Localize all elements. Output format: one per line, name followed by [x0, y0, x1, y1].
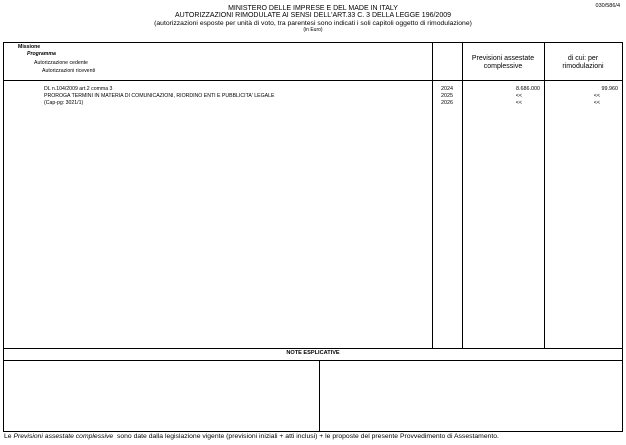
previsioni-cell: << — [515, 93, 522, 99]
notes-header-divider — [3, 360, 623, 361]
column-header-previsioni — [462, 55, 544, 72]
notes-title: NOTE ESPLICATIVE — [286, 350, 340, 356]
footer-prefix: Le — [4, 433, 12, 440]
column-header-di-cui-line1: di cui: per — [567, 55, 599, 62]
report-subtitle: (autorizzazioni esposte per unità di voto, tra parentesi sono indicati i soli capitoli oggetto di rimodulazione) — [154, 19, 472, 27]
footer-text: sono date dalla legislazione vigente (previsioni iniziali + atti inclusi) + le proposte del presente Provvedimento di Assestamento. — [116, 433, 499, 440]
notes-column-divider — [319, 360, 320, 431]
header-label-missione: Missione — [18, 44, 41, 50]
year-cell: 2026 — [441, 100, 453, 106]
previsioni-cell: 8.686.000 — [516, 86, 540, 92]
column-header-previsioni-line2: complessive — [483, 63, 523, 71]
footer-emphasis: Previsioni assestate complessive — [13, 433, 114, 440]
column-header-di-cui-line2: rimodulazioni — [562, 63, 604, 71]
di-cui-cell: << — [593, 100, 600, 106]
column-header-di-cui — [544, 55, 622, 72]
ministry-title: MINISTERO DELLE IMPRESE E DEL MADE IN ITALY — [228, 5, 398, 12]
table-header-divider — [3, 80, 623, 81]
header-label-autorizzazioni-riceventi: Autorizzazioni riceventi — [42, 68, 96, 74]
column-header-previsioni-line1: Previsioni assestate — [471, 55, 535, 62]
report-title: AUTORIZZAZIONI RIMODULATE AI SENSI DELL'ART.33 C. 3 DELLA LEGGE 196/2009 — [175, 12, 451, 19]
row-title: PROROGA TERMINI IN MATERIA DI COMUNICAZIONI, RIORDINO ENTI E PUBBLICITA' LEGALE — [44, 93, 275, 99]
year-cell: 2025 — [441, 93, 453, 99]
page-code: 030/586/4 — [595, 3, 620, 9]
di-cui-cell: << — [593, 93, 600, 99]
previsioni-cell: << — [515, 100, 522, 106]
year-cell: 2024 — [441, 86, 453, 92]
header-label-autorizzazione-cedente: Autorizzazione cedente — [34, 60, 88, 66]
row-capitolo: (Cap-pg: 3021/1) — [44, 100, 84, 106]
header-label-programma: Programma — [27, 51, 56, 57]
currency-note: (in Euro) — [303, 27, 323, 33]
di-cui-cell: 99.960 — [601, 86, 618, 92]
row-reference: DL n.104/2009 art.2 comma 3 — [44, 86, 113, 92]
footer-note — [4, 433, 499, 440]
